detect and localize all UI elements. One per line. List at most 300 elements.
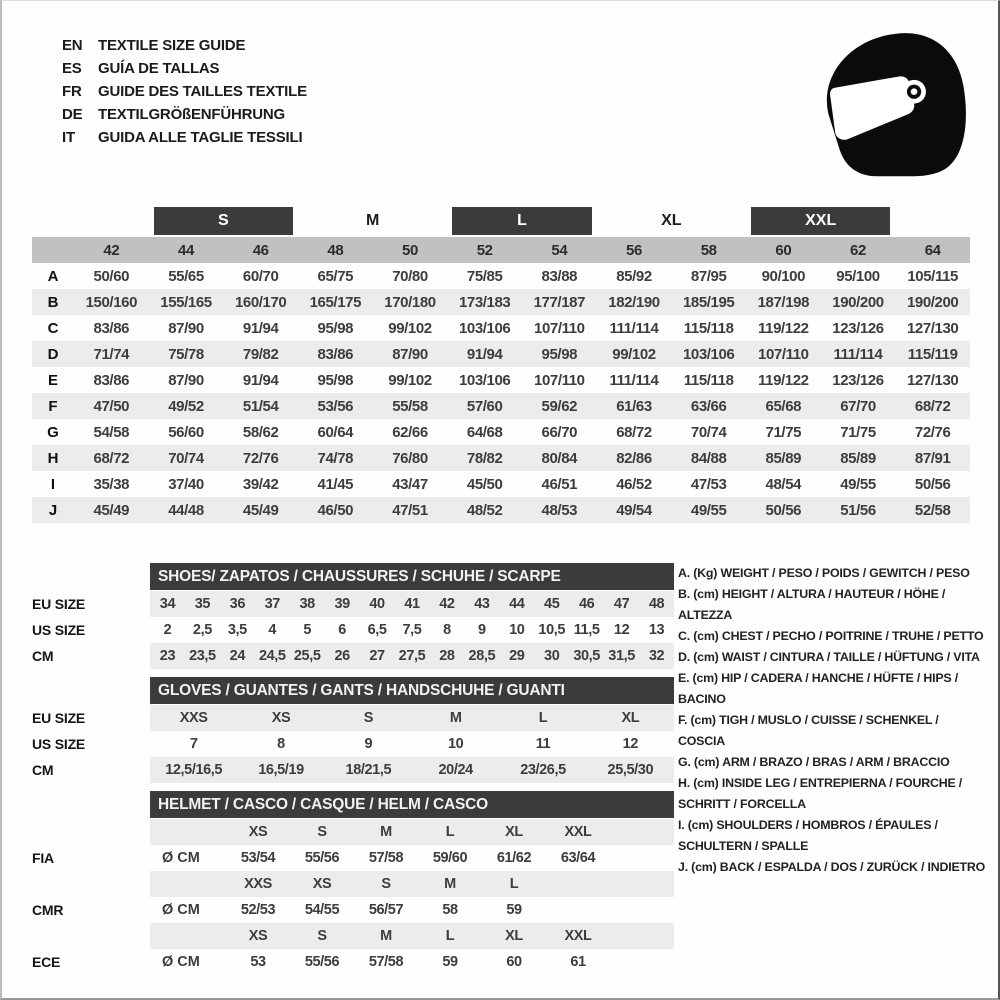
accessory-tables xyxy=(32,563,674,983)
measurement-row xyxy=(32,263,970,289)
size-value: 53/54 xyxy=(240,850,276,866)
size-value: 99/102 xyxy=(612,345,656,363)
size-value: 85/89 xyxy=(840,449,876,467)
legend-item: H. (cm) INSIDE LEG / ENTREPIERNA / FOURCHE / SCHRITT / FORCELLA xyxy=(678,776,963,811)
size-value: M xyxy=(449,710,462,726)
size-value: 46 xyxy=(578,596,595,612)
language-row xyxy=(62,103,307,126)
helmet-icon xyxy=(804,29,969,181)
size-value: 99/102 xyxy=(388,319,432,337)
size-value: 115/119 xyxy=(907,345,958,363)
size-value: 51/54 xyxy=(242,397,279,415)
size-value: 28 xyxy=(439,648,455,664)
helmet-size-row xyxy=(32,871,674,897)
size-value: 185/195 xyxy=(682,293,735,311)
measurement-row xyxy=(32,393,970,419)
size-value: 68/72 xyxy=(914,397,951,415)
size-value: 72/76 xyxy=(242,449,279,467)
measurement-row xyxy=(32,367,970,393)
size-value: 47 xyxy=(613,596,630,612)
size-value: 5 xyxy=(303,622,312,638)
size-value: 47/51 xyxy=(392,501,428,519)
size-value: 91/94 xyxy=(242,319,279,337)
size-label: XL xyxy=(661,212,682,229)
size-value: 182/190 xyxy=(608,293,660,311)
row-label: EU SIZE xyxy=(32,710,86,726)
legend-item: D. (cm) WAIST / CINTURA / TAILLE / HÜFTUNG / VITA xyxy=(678,650,980,664)
gloves-table xyxy=(32,677,674,783)
size-value: 67/70 xyxy=(840,397,876,415)
table-row xyxy=(32,705,674,731)
size-value: 39/42 xyxy=(242,475,279,493)
table-row xyxy=(32,731,674,757)
size-value: 60 xyxy=(506,954,522,970)
size-value: 70/74 xyxy=(168,449,204,467)
column-header: 52 xyxy=(476,241,493,259)
size-value: 46/50 xyxy=(317,501,354,519)
size-value: 111/114 xyxy=(609,371,659,389)
size-value: 78/82 xyxy=(466,449,503,467)
size-value: 48/53 xyxy=(541,501,578,519)
row-values xyxy=(150,731,674,757)
size-value: 24 xyxy=(229,648,245,664)
size-label: M xyxy=(380,824,392,840)
size-value: 26 xyxy=(334,648,350,664)
spacer xyxy=(32,563,150,590)
spacer xyxy=(150,923,226,949)
size-value: 49/52 xyxy=(168,397,204,415)
size-value: 11,5 xyxy=(573,622,600,638)
size-value: 27 xyxy=(369,648,385,664)
size-value: 87/91 xyxy=(914,449,951,467)
size-value: 43/47 xyxy=(392,475,428,493)
row-values xyxy=(150,871,674,897)
size-value: 43 xyxy=(474,596,490,612)
size-value: 64/68 xyxy=(466,423,503,441)
language-row xyxy=(62,34,307,57)
size-value: 190/200 xyxy=(832,293,884,311)
size-value: 59 xyxy=(506,902,522,918)
size-value: XS xyxy=(271,710,291,726)
size-value: 127/130 xyxy=(906,371,959,389)
size-value: 79/82 xyxy=(242,345,279,363)
size-value: 115/118 xyxy=(683,371,734,389)
size-value: 9 xyxy=(478,622,486,638)
size-value: 30,5 xyxy=(573,648,600,664)
size-value: 75/78 xyxy=(168,345,204,363)
row-letter: D xyxy=(47,345,59,363)
measurement-rows xyxy=(32,263,970,523)
row-values xyxy=(150,845,674,871)
size-label: XL xyxy=(505,928,523,944)
measurement-row xyxy=(32,315,970,341)
helmet-value-row xyxy=(32,845,674,871)
size-value: 95/98 xyxy=(317,319,354,337)
size-value: 48/54 xyxy=(765,475,802,493)
legend-item: B. (cm) HEIGHT / ALTURA / HAUTEUR / HÖHE / ALTEZZA xyxy=(678,587,946,622)
size-value: 34 xyxy=(159,596,176,612)
spacer xyxy=(32,819,150,845)
size-value: 59/60 xyxy=(432,850,468,866)
size-value: 36 xyxy=(229,596,245,612)
size-value: 70/80 xyxy=(392,267,428,285)
row-values xyxy=(150,591,674,617)
legend-item: A. (Kg) WEIGHT / PESO / POIDS / GEWITCH / PESO xyxy=(678,566,970,580)
size-value: 45/50 xyxy=(466,475,503,493)
row-values xyxy=(150,949,674,975)
shoes-header-row xyxy=(32,563,674,590)
size-value: 123/126 xyxy=(832,371,884,389)
size-label: XXL xyxy=(751,207,890,235)
size-value: 8 xyxy=(443,622,451,638)
helmet-size-row xyxy=(32,923,674,949)
size-value: 45 xyxy=(544,596,560,612)
row-letter: A xyxy=(47,267,59,285)
row-label: CM xyxy=(32,762,54,778)
column-header: 60 xyxy=(775,241,792,259)
legend-item: C. (cm) CHEST / PECHO / POITRINE / TRUHE / PETTO xyxy=(678,629,984,643)
size-value: 160/170 xyxy=(234,293,287,311)
size-value: 37/40 xyxy=(168,475,204,493)
size-value: 119/122 xyxy=(758,319,809,337)
size-value: 103/106 xyxy=(458,371,511,389)
language-title: TEXTILGRÖßENFÜHRUNG xyxy=(98,106,286,123)
size-value: 82/86 xyxy=(616,449,652,467)
size-value: 2 xyxy=(163,622,172,638)
size-value: 35 xyxy=(194,596,211,612)
size-value: 87/95 xyxy=(690,267,727,285)
spacer xyxy=(32,237,74,263)
table-row xyxy=(32,591,674,617)
size-value: 6 xyxy=(338,622,346,638)
size-value: 46/51 xyxy=(541,475,578,493)
size-value: 105/115 xyxy=(907,267,958,285)
row-letter: H xyxy=(47,449,59,467)
size-value: 12 xyxy=(613,622,630,638)
row-letter: F xyxy=(48,397,58,415)
size-value: 53/56 xyxy=(317,397,354,415)
helmet-size-row xyxy=(32,819,674,845)
diameter-label: Ø CM xyxy=(162,850,200,866)
column-header: 44 xyxy=(178,241,194,259)
gloves-rows xyxy=(32,705,674,783)
size-label: L xyxy=(452,207,591,235)
size-value: 4 xyxy=(268,622,277,638)
legend-item: G. (cm) ARM / BRAZO / BRAS / ARM / BRACCIO xyxy=(678,755,950,769)
size-value: 40 xyxy=(369,596,385,612)
size-value: 170/180 xyxy=(384,293,436,311)
spacer xyxy=(32,923,150,949)
size-value: 31,5 xyxy=(608,648,635,664)
size-value: 83/88 xyxy=(541,267,578,285)
size-value: XXS xyxy=(179,710,208,726)
size-value: 95/98 xyxy=(317,371,354,389)
size-value: 32 xyxy=(648,648,665,664)
size-number-row xyxy=(32,237,970,263)
standard-label: ECE xyxy=(32,954,61,970)
size-label: XXL xyxy=(564,824,592,840)
size-value: 150/160 xyxy=(85,293,138,311)
size-value: 165/175 xyxy=(309,293,362,311)
size-value: 85/89 xyxy=(765,449,802,467)
size-label: L xyxy=(445,928,455,944)
size-value: 10 xyxy=(509,622,525,638)
size-value: 87/90 xyxy=(168,371,204,389)
language-title: GUÍA DE TALLAS xyxy=(98,60,220,77)
size-value: 44 xyxy=(509,596,525,612)
size-value: 49/54 xyxy=(616,501,652,519)
size-value: 68/72 xyxy=(93,449,130,467)
size-value: 107/110 xyxy=(534,319,585,337)
size-value: 52/53 xyxy=(240,902,276,918)
size-value: 68/72 xyxy=(616,423,652,441)
size-value: 65/68 xyxy=(765,397,802,415)
size-value: 10 xyxy=(447,736,464,752)
size-value: 56/57 xyxy=(368,902,404,918)
language-code: DE xyxy=(62,106,83,123)
column-header: 64 xyxy=(924,241,941,259)
size-value: 173/183 xyxy=(458,293,511,311)
size-value: 58/62 xyxy=(242,423,279,441)
size-value: 50/56 xyxy=(914,475,951,493)
size-value: 91/94 xyxy=(466,345,503,363)
language-title: TEXTILE SIZE GUIDE xyxy=(98,37,246,54)
measurement-legend xyxy=(678,563,986,878)
column-header: 62 xyxy=(850,241,866,259)
row-label: US SIZE xyxy=(32,622,86,638)
row-letter: B xyxy=(47,293,59,311)
helmet-rows xyxy=(32,819,674,975)
language-row xyxy=(62,80,307,103)
size-value: 23,5 xyxy=(189,648,216,664)
standard-label: FIA xyxy=(32,850,54,866)
size-label: M xyxy=(380,928,392,944)
size-value: 11 xyxy=(535,736,551,752)
size-value: 123/126 xyxy=(832,319,884,337)
size-value: 66/70 xyxy=(541,423,578,441)
size-value: 115/118 xyxy=(683,319,734,337)
row-values xyxy=(150,897,674,923)
size-value: 55/58 xyxy=(392,397,428,415)
spacer xyxy=(32,871,150,897)
size-value: 190/200 xyxy=(906,293,959,311)
size-value: 91/94 xyxy=(242,371,279,389)
size-value: 48/52 xyxy=(466,501,503,519)
size-value: 12,5/16,5 xyxy=(165,762,223,778)
size-value: 29 xyxy=(509,648,525,664)
size-value: 87/90 xyxy=(392,345,428,363)
size-value: 48 xyxy=(648,596,665,612)
size-value: 47/53 xyxy=(690,475,727,493)
size-value: 90/100 xyxy=(761,267,806,285)
legend-item: F. (cm) TIGH / MUSLO / CUISSE / SCHENKEL / COSCIA xyxy=(678,713,939,748)
size-label: S xyxy=(381,876,391,892)
size-value: 52/58 xyxy=(914,501,951,519)
size-value: 56/60 xyxy=(168,423,204,441)
size-value: 57/60 xyxy=(466,397,503,415)
legend-item: E. (cm) HIP / CADERA / HANCHE / HÜFTE / HIPS / BACINO xyxy=(678,671,958,706)
spacer xyxy=(32,791,150,818)
size-value: 45/49 xyxy=(93,501,130,519)
size-value: 6,5 xyxy=(367,622,387,638)
size-value: 74/78 xyxy=(317,449,354,467)
size-label: XXL xyxy=(564,928,592,944)
language-code: EN xyxy=(62,37,83,54)
size-value: 55/56 xyxy=(304,954,340,970)
size-value: 60/64 xyxy=(317,423,354,441)
size-value: 45/49 xyxy=(242,501,279,519)
size-value: 71/74 xyxy=(93,345,130,363)
language-code: IT xyxy=(62,129,75,146)
language-row xyxy=(62,126,307,149)
size-value: 75/85 xyxy=(466,267,503,285)
size-value: 47/50 xyxy=(93,397,130,415)
main-size-table xyxy=(32,207,970,523)
measurement-row xyxy=(32,471,970,497)
size-value: 44/48 xyxy=(168,501,204,519)
size-label: XS xyxy=(248,928,268,944)
shoes-rows xyxy=(32,591,674,669)
size-value: 9 xyxy=(364,736,373,752)
size-value: 83/86 xyxy=(317,345,354,363)
size-value: 20/24 xyxy=(438,762,473,778)
size-value: 51/56 xyxy=(840,501,876,519)
size-value: 28,5 xyxy=(468,648,496,664)
row-letter: E xyxy=(47,371,58,389)
diameter-label: Ø CM xyxy=(162,954,200,970)
standard-label: CMR xyxy=(32,902,64,918)
size-value: 83/86 xyxy=(93,371,130,389)
size-label: XXS xyxy=(244,876,272,892)
size-value: 60/70 xyxy=(242,267,279,285)
row-values xyxy=(150,819,674,845)
row-values xyxy=(150,923,674,949)
size-value: 25,5/30 xyxy=(607,762,654,778)
size-value: 59/62 xyxy=(541,397,578,415)
size-value: L xyxy=(538,710,548,726)
size-value: 95/100 xyxy=(836,267,880,285)
size-value: 62/66 xyxy=(392,423,428,441)
size-value: 107/110 xyxy=(534,371,585,389)
row-label: CM xyxy=(32,648,54,664)
helmet-header-row xyxy=(32,791,674,818)
helmet-value-row xyxy=(32,949,674,975)
spacer xyxy=(150,871,226,897)
size-value: 71/75 xyxy=(840,423,876,441)
size-value: 25,5 xyxy=(293,648,321,664)
column-header: 46 xyxy=(252,241,269,259)
size-label: L xyxy=(445,824,455,840)
size-value: 42 xyxy=(439,596,455,612)
size-value: 59 xyxy=(442,954,458,970)
size-value: 50/60 xyxy=(93,267,130,285)
measurement-row xyxy=(32,445,970,471)
size-value: 58 xyxy=(442,902,458,918)
size-value: 13 xyxy=(648,622,665,638)
measurement-row xyxy=(32,341,970,367)
size-value: 71/75 xyxy=(765,423,802,441)
size-value: 95/98 xyxy=(541,345,578,363)
size-value: 72/76 xyxy=(914,423,951,441)
language-list xyxy=(62,34,307,149)
row-letter: G xyxy=(47,423,59,441)
size-value: 103/106 xyxy=(458,319,511,337)
size-value: 41 xyxy=(404,596,420,612)
size-value: 57/58 xyxy=(368,954,404,970)
table-row xyxy=(32,643,674,669)
size-value: 65/75 xyxy=(317,267,354,285)
size-label: S xyxy=(317,928,327,944)
size-value: 76/80 xyxy=(392,449,428,467)
column-header: 58 xyxy=(700,241,717,259)
size-value: XL xyxy=(621,710,640,726)
size-value: 57/58 xyxy=(368,850,404,866)
size-value: 7 xyxy=(189,736,198,752)
row-values xyxy=(150,643,674,669)
size-value: 46/52 xyxy=(616,475,652,493)
size-value: 35/38 xyxy=(93,475,130,493)
size-value: 41/45 xyxy=(317,475,354,493)
size-value: 54/58 xyxy=(93,423,130,441)
size-value: 119/122 xyxy=(758,371,809,389)
size-value: 187/198 xyxy=(757,293,810,311)
size-value: 55/65 xyxy=(168,267,204,285)
size-value: 111/114 xyxy=(609,319,659,337)
size-value: 155/165 xyxy=(160,293,212,311)
size-value: 55/56 xyxy=(304,850,340,866)
gloves-title: GLOVES / GUANTES / GANTS / HANDSCHUHE / GUANTI xyxy=(150,677,674,704)
size-value: 2,5 xyxy=(192,622,212,638)
size-value: 12 xyxy=(622,736,638,752)
row-label: EU SIZE xyxy=(32,596,86,612)
helmet-value-row xyxy=(32,897,674,923)
size-value: 127/130 xyxy=(906,319,959,337)
row-values xyxy=(150,757,674,783)
size-value: 61 xyxy=(570,954,586,970)
size-value: S xyxy=(363,710,373,726)
spacer xyxy=(150,819,226,845)
size-value: 85/92 xyxy=(616,267,652,285)
size-value: 16,5/19 xyxy=(258,762,304,778)
language-title: GUIDA ALLE TAGLIE TESSILI xyxy=(98,129,303,146)
size-label: S xyxy=(317,824,327,840)
row-values xyxy=(150,705,674,731)
size-value: 111/114 xyxy=(833,345,883,363)
size-value: 39 xyxy=(334,596,350,612)
size-value: 7,5 xyxy=(402,622,422,638)
size-value: 24,5 xyxy=(258,648,286,664)
column-header: 56 xyxy=(626,241,642,259)
column-header: 42 xyxy=(103,241,120,259)
size-value: 87/90 xyxy=(168,319,204,337)
language-code: ES xyxy=(62,60,82,77)
size-label: XS xyxy=(248,824,268,840)
size-value: 23 xyxy=(159,648,176,664)
size-value: 61/62 xyxy=(496,850,532,866)
table-row xyxy=(32,617,674,643)
size-value: 84/88 xyxy=(690,449,727,467)
size-value: 49/55 xyxy=(840,475,876,493)
helmet-title: HELMET / CASCO / CASQUE / HELM / CASCO xyxy=(150,791,674,818)
column-header: 54 xyxy=(551,241,568,259)
size-value: 3,5 xyxy=(227,622,247,638)
size-value: 83/86 xyxy=(93,319,130,337)
size-value: 49/55 xyxy=(690,501,727,519)
size-value: 53 xyxy=(250,954,266,970)
legend-item: I. (cm) SHOULDERS / HOMBROS / ÉPAULES / SCHULTERN / SPALLE xyxy=(678,818,938,853)
shoes-title: SHOES/ ZAPATOS / CHAUSSURES / SCHUHE / SCARPE xyxy=(150,563,674,590)
language-title: GUIDE DES TAILLES TEXTILE xyxy=(98,83,307,100)
